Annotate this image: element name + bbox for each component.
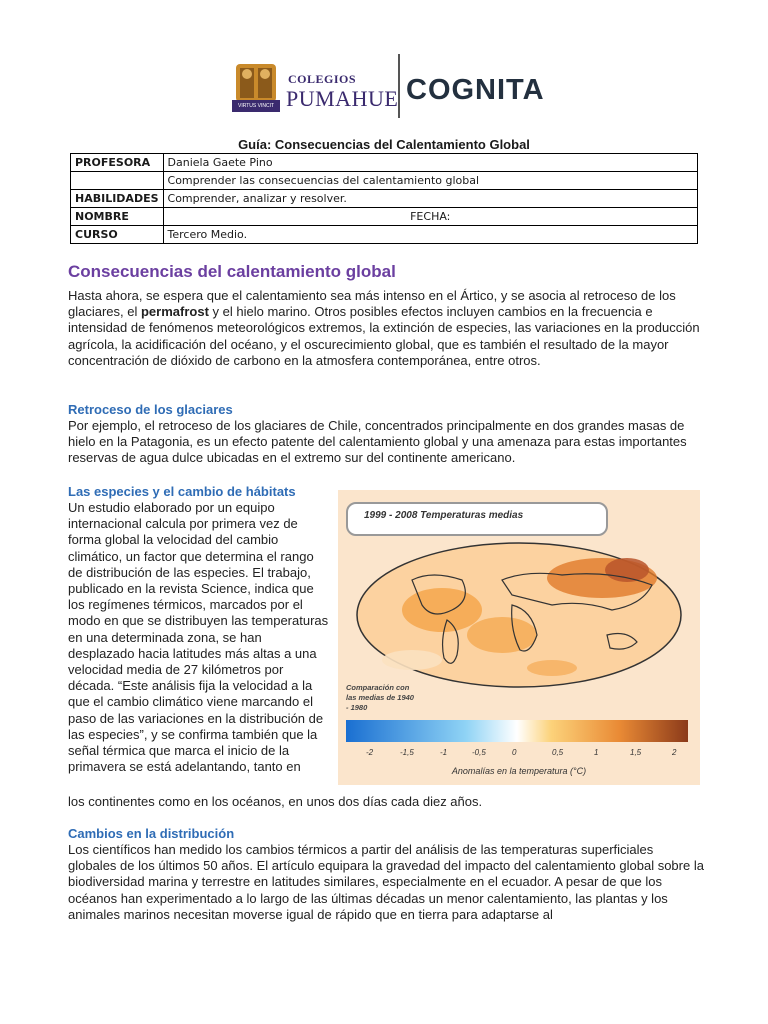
map-axis-label: Anomalías en la temperatura (°C) — [451, 766, 587, 776]
table-row — [71, 172, 698, 190]
temperature-map-figure — [338, 490, 700, 785]
table-row — [71, 226, 698, 244]
legend-tick: 1,5 — [630, 748, 642, 757]
school-top-label: COLEGIOS — [288, 72, 357, 86]
distribucion-paragraph: Los científicos han medido los cambios térmicos a partir del análisis de las temperaturas superficiales globales de los últimos 50 años. El artículo equipara la gravedad del impacto del calentamiento global sobre la biodiversidad marina y terrestre en latitudes similares, especialmente en el ecuador. A pesar de que los océanos han experimentado a lo largo de las últimas décadas un menor calentamiento, las plantas y los animales marinos necesitan moverse igual de rápido que en tierra para adaptarse al — [68, 842, 704, 922]
especies-paragraph-column: Un estudio elaborado por un equipo internacional calcula por primera vez de forma global la velocidad del cambio climático, un factor que determina el rango de distribución de las especies. El trabajo, publicado en la revista Science, indica que los regímenes térmicos, marcados por el modo en que se distribuyen las temperaturas en una determinada zona, se han desplazado hacia latitudes más altas a una velocidad media de 27 kilómetros por década. “Este análisis fija la velocidad a la que el cambio climático viene marcando el paso de las variaciones en la distribución de las especies”, y se confirma también que la señal térmica que marca el inicio de la primavera se está adelantando, tanto en — [68, 500, 329, 775]
map-comparison-note: Comparación con las medias de 1940 - 1980 — [346, 683, 414, 712]
empty-label-cell — [71, 172, 164, 190]
guide-title: Guía: Consecuencias del Calentamiento Global — [238, 137, 530, 152]
especies-paragraph-end: los continentes como en los océanos, en unos dos días cada diez años. — [68, 794, 483, 809]
nombre-label: NOMBRE — [71, 208, 164, 226]
world-map-icon — [352, 540, 686, 690]
habilidades-value: Comprender, analizar y resolver. — [163, 190, 697, 208]
legend-tick: 1 — [594, 748, 599, 757]
temperature-legend-bar — [346, 720, 688, 742]
legend-tick: 0 — [512, 748, 517, 757]
legend-tick: -1,5 — [400, 748, 414, 757]
school-name: PUMAHUE — [286, 86, 399, 111]
partner-logo-text: COGNITA — [406, 74, 545, 106]
curso-label: CURSO — [71, 226, 164, 244]
legend-tick: 0,5 — [552, 748, 564, 757]
objetivo-value: Comprender las consecuencias del calentamiento global — [163, 172, 697, 190]
intro-text-after: y el hielo marino. Otros posibles efectos incluyen cambios en la frecuencia e intensidad de fenómenos meteorológicos extremos, la extinción de especies, las variaciones en la producción agrícola, la acidificación del océano, y el oscurecimiento global, que es también el resultado de la mayor concentración de dióxido de carbono en la atmosfera contemporánea, entre otros. — [68, 304, 700, 368]
especies-heading: Las especies y el cambio de hábitats — [68, 484, 296, 499]
main-heading: Consecuencias del calentamiento global — [68, 262, 396, 281]
fecha-label: FECHA: — [163, 208, 697, 226]
legend-tick: -0,5 — [472, 748, 486, 757]
intro-text-before: Hasta ahora, se espera que el calentamiento sea más intenso en el Ártico, y se asocia al retroceso de los glaciares, el — [68, 288, 676, 320]
table-row — [71, 190, 698, 208]
map-title: 1999 - 2008 Temperaturas medias — [364, 510, 524, 521]
legend-tick: -2 — [366, 748, 374, 757]
intro-bold-term: permafrost — [140, 304, 209, 320]
profesora-value: Daniela Gaete Pino — [163, 154, 697, 172]
info-table — [70, 153, 698, 244]
glaciares-heading: Retroceso de los glaciares — [68, 402, 233, 417]
crest-motto: VIRTUS VINCIT — [232, 100, 280, 112]
legend-tick: -1 — [440, 748, 448, 757]
legend-tick: 2 — [672, 748, 677, 757]
glaciares-paragraph: Por ejemplo, el retroceso de los glaciares de Chile, concentrados principalmente en dos grandes masas de hielo en la Patagonia, es un efecto patente del calentamiento global y una amenaza para estas importantes reservas de agua dulce ubicadas en el extremo sur del continente americano. — [68, 418, 687, 466]
distribucion-heading: Cambios en la distribución — [68, 826, 235, 841]
habilidades-label: HABILIDADES — [71, 190, 164, 208]
school-logo-banner — [222, 44, 544, 126]
curso-value: Tercero Medio. — [163, 226, 697, 244]
table-row — [71, 154, 698, 172]
intro-paragraph — [68, 288, 704, 369]
table-row — [71, 208, 698, 226]
profesora-label: PROFESORA — [71, 154, 164, 172]
logo-divider — [398, 54, 400, 118]
